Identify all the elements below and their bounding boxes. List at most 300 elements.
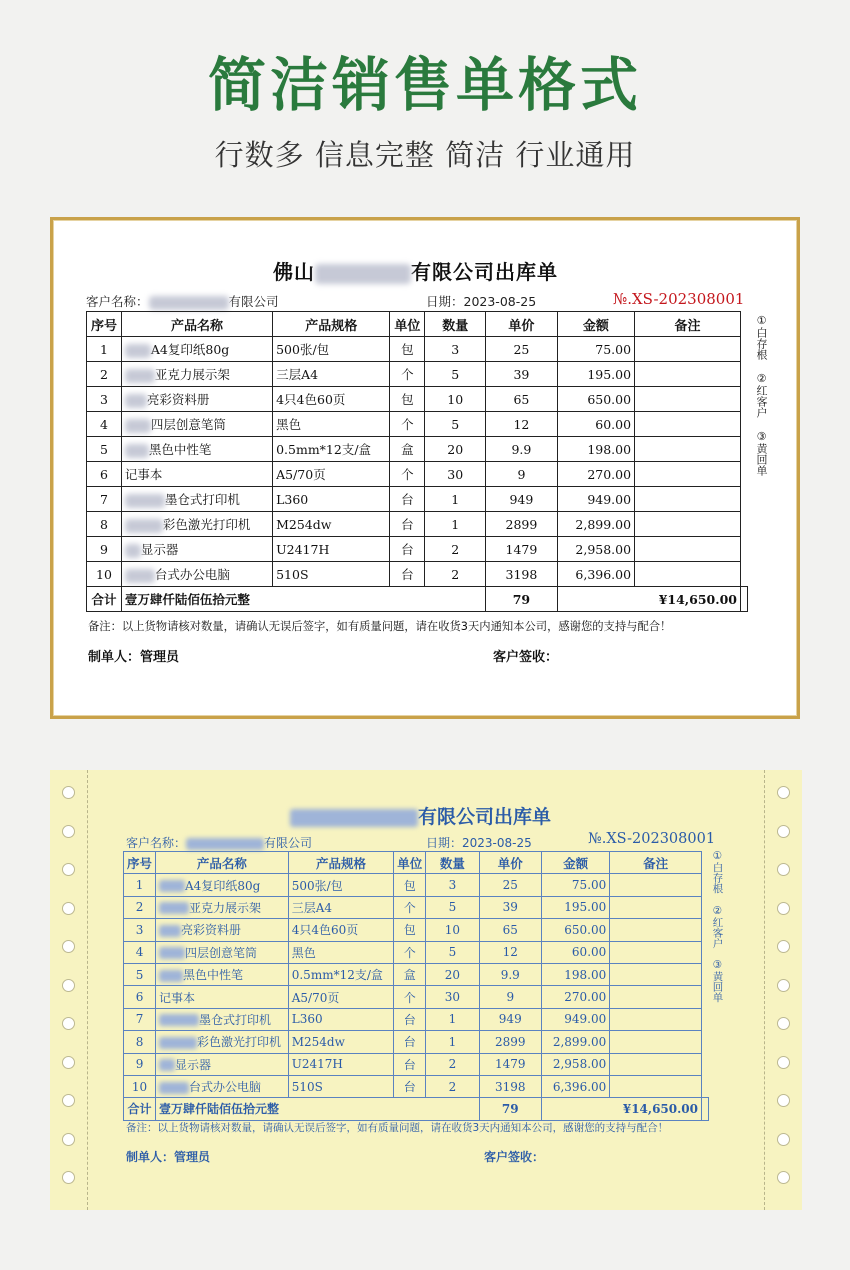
blurred-brand: [159, 1082, 189, 1094]
table-header-row: [124, 852, 709, 874]
total-in-words: 壹万肆仟陆佰伍拾元整: [156, 1098, 480, 1120]
copy-label: ③黄回单: [755, 430, 768, 476]
feed-hole: [777, 1133, 790, 1146]
product-qty: 5: [426, 941, 479, 963]
product-name: [121, 337, 272, 362]
feed-hole: [62, 825, 75, 838]
copy-label: ③黄回单: [711, 959, 724, 1003]
customer-name-line: 客户名称： 有限公司: [86, 294, 279, 309]
feed-hole: [777, 1171, 790, 1184]
product-price: 9.9: [479, 963, 541, 985]
product-qty: 2: [426, 1075, 479, 1097]
product-name: [156, 963, 289, 985]
feed-hole: [62, 863, 75, 876]
product-unit: 包: [394, 919, 426, 941]
copy-labels: [755, 314, 767, 488]
feed-hole: [62, 979, 75, 992]
table-row: [87, 487, 748, 512]
tractor-feed-strip-right: [764, 770, 802, 1210]
product-remark: [635, 387, 741, 412]
copy-label: ①白存根: [755, 314, 768, 360]
product-remark: [635, 337, 741, 362]
product-price: 25: [486, 337, 558, 362]
product-unit: 台: [394, 1075, 426, 1097]
copy-label: ②红客户: [755, 372, 768, 418]
carbon-copy-labels: [711, 850, 723, 1014]
table-row: [87, 387, 748, 412]
carbon-items-table: [123, 851, 709, 1121]
product-name-text: 记事本: [124, 467, 163, 482]
row-number: 5: [87, 437, 122, 462]
product-qty: 10: [426, 919, 479, 941]
product-amount: 195.00: [557, 362, 634, 387]
blurred-customer: [149, 296, 229, 310]
product-amount: 198.00: [541, 963, 609, 985]
row-number: 5: [124, 963, 156, 985]
product-qty: 5: [425, 362, 486, 387]
blurred-company-name: [290, 809, 418, 827]
total-in-words: 壹万肆仟陆佰伍拾元整: [121, 587, 485, 612]
column-header: 数量: [425, 312, 486, 337]
product-amount: 949.00: [557, 487, 634, 512]
row-number: 4: [124, 941, 156, 963]
product-qty: 30: [425, 462, 486, 487]
product-spec: 黑色: [288, 941, 393, 963]
row-number: 8: [124, 1031, 156, 1053]
product-name-text: 亚克力展示架: [154, 367, 230, 382]
total-amount: ¥14,650.00: [541, 1098, 701, 1120]
product-remark: [610, 1008, 702, 1030]
row-number: 3: [87, 387, 122, 412]
sample-form-white: [50, 217, 800, 719]
product-unit: 个: [394, 941, 426, 963]
feed-hole: [777, 825, 790, 838]
product-name: [121, 362, 272, 387]
total-row: [124, 1098, 709, 1120]
table-row: [124, 963, 709, 985]
product-name: [121, 462, 272, 487]
column-header: 序号: [124, 852, 156, 874]
product-amount: 650.00: [557, 387, 634, 412]
total-label: 合计: [87, 587, 122, 612]
product-name-text: 台式办公电脑: [154, 567, 230, 582]
product-remark: [635, 362, 741, 387]
copy-label: ①白存根: [711, 850, 724, 894]
product-spec: M254dw: [273, 512, 390, 537]
table-row: [124, 896, 709, 918]
total-quantity: 79: [486, 587, 558, 612]
column-header: 金额: [557, 312, 634, 337]
column-header: 单位: [390, 312, 425, 337]
product-name-text: 亮彩资料册: [146, 392, 210, 407]
product-spec: 500张/包: [288, 874, 393, 896]
product-unit: 个: [390, 362, 425, 387]
total-quantity: 79: [479, 1098, 541, 1120]
product-price: 3198: [479, 1075, 541, 1097]
product-unit: 盒: [394, 963, 426, 985]
table-row: [87, 437, 748, 462]
product-name-text: 墨仓式打印机: [199, 1012, 272, 1027]
product-remark: [610, 874, 702, 896]
product-spec: A5/70页: [288, 986, 393, 1008]
feed-hole: [777, 979, 790, 992]
column-header: 产品规格: [288, 852, 393, 874]
product-qty: 3: [426, 874, 479, 896]
product-qty: 1: [426, 1031, 479, 1053]
table-header-row: [87, 312, 748, 337]
product-price: 12: [486, 412, 558, 437]
product-name-text: 四层创意笔筒: [150, 417, 226, 432]
row-number: 1: [124, 874, 156, 896]
table-row: [124, 874, 709, 896]
column-header: 金额: [541, 852, 609, 874]
product-qty: 2: [425, 537, 486, 562]
product-name: [156, 1031, 289, 1053]
product-qty: 10: [425, 387, 486, 412]
items-table: [86, 311, 748, 612]
feed-hole: [62, 786, 75, 799]
product-remark: [610, 1075, 702, 1097]
product-price: 2899: [486, 512, 558, 537]
product-price: 949: [486, 487, 558, 512]
product-amount: 949.00: [541, 1008, 609, 1030]
table-row: [124, 1008, 709, 1030]
product-name: [121, 512, 272, 537]
carbon-remark: 备注：以上货物请核对数量，请确认无误后签字，如有质量问题，请在收货3天内通知本公司，感谢您的支持与配合！: [126, 1122, 669, 1134]
product-name: [156, 919, 289, 941]
total-amount: ¥14,650.00: [557, 587, 740, 612]
product-price: 12: [479, 941, 541, 963]
product-unit: 台: [394, 1031, 426, 1053]
product-remark: [635, 437, 741, 462]
product-price: 1479: [486, 537, 558, 562]
product-qty: 1: [425, 512, 486, 537]
product-name: [121, 537, 272, 562]
column-header: 数量: [426, 852, 479, 874]
column-header: 单价: [479, 852, 541, 874]
product-unit: 台: [390, 537, 425, 562]
product-name: [156, 1008, 289, 1030]
feed-hole: [777, 1017, 790, 1030]
product-name: [121, 387, 272, 412]
product-name-text: 台式办公电脑: [189, 1080, 262, 1095]
feed-hole: [777, 940, 790, 953]
row-number: 6: [87, 462, 122, 487]
blurred-company-name: [315, 264, 411, 284]
carbon-maker-label: 制单人：管理员: [126, 1150, 211, 1164]
product-spec: 4只4色60页: [288, 919, 393, 941]
table-row: [124, 919, 709, 941]
blurred-brand: [159, 1059, 175, 1071]
column-header: 产品名称: [121, 312, 272, 337]
blurred-brand: [159, 925, 181, 937]
product-unit: 个: [394, 986, 426, 1008]
product-amount: 6,396.00: [557, 562, 634, 587]
blurred-brand: [125, 519, 163, 533]
product-unit: 个: [394, 896, 426, 918]
column-header: 单位: [394, 852, 426, 874]
blurred-brand: [159, 1014, 199, 1026]
blurred-brand: [125, 444, 149, 458]
feed-hole: [777, 786, 790, 799]
product-name: [121, 412, 272, 437]
carbon-form-number: №.XS-202308001: [588, 831, 716, 847]
product-amount: 60.00: [541, 941, 609, 963]
product-price: 9: [486, 462, 558, 487]
product-spec: 500张/包: [273, 337, 390, 362]
product-spec: 三层A4: [273, 362, 390, 387]
product-spec: L360: [288, 1008, 393, 1030]
carbon-form-title: 有限公司出库单: [290, 802, 551, 829]
feed-hole: [62, 940, 75, 953]
carbon-date: 日期：2023-08-25: [426, 836, 532, 850]
blurred-brand: [125, 544, 141, 558]
product-qty: 1: [425, 487, 486, 512]
blurred-brand: [159, 880, 185, 892]
product-remark: [610, 896, 702, 918]
product-spec: 510S: [288, 1075, 393, 1097]
blurred-brand: [125, 369, 155, 383]
product-unit: 盒: [390, 437, 425, 462]
product-name-text: 彩色激光打印机: [197, 1035, 282, 1050]
row-number: 2: [124, 896, 156, 918]
blurred-brand: [159, 1037, 197, 1049]
column-header: 备注: [610, 852, 702, 874]
row-number: 4: [87, 412, 122, 437]
blurred-brand: [159, 947, 185, 959]
feed-hole: [62, 1056, 75, 1069]
column-header: 产品规格: [273, 312, 390, 337]
product-price: 3198: [486, 562, 558, 587]
product-remark: [635, 537, 741, 562]
column-header: 备注: [635, 312, 741, 337]
row-number: 9: [87, 537, 122, 562]
maker-label: 制单人：管理员: [88, 650, 180, 665]
product-qty: 2: [426, 1053, 479, 1075]
total-remark: [702, 1098, 709, 1120]
product-spec: 0.5mm*12支/盒: [273, 437, 390, 462]
feed-hole: [62, 1171, 75, 1184]
product-qty: 3: [425, 337, 486, 362]
tractor-feed-strip-left: [50, 770, 88, 1210]
product-amount: 195.00: [541, 896, 609, 918]
product-name: [156, 986, 289, 1008]
feed-hole: [777, 863, 790, 876]
blurred-brand: [159, 970, 183, 982]
table-row: [124, 1053, 709, 1075]
product-spec: M254dw: [288, 1031, 393, 1053]
product-spec: U2417H: [288, 1053, 393, 1075]
row-number: 7: [124, 1008, 156, 1030]
product-name-text: 显示器: [175, 1057, 212, 1072]
row-number: 10: [87, 562, 122, 587]
product-name: [156, 874, 289, 896]
feed-hole: [62, 1017, 75, 1030]
product-unit: 包: [390, 337, 425, 362]
column-header: 产品名称: [156, 852, 289, 874]
product-name: [121, 562, 272, 587]
product-spec: L360: [273, 487, 390, 512]
product-amount: 75.00: [541, 874, 609, 896]
product-qty: 5: [426, 896, 479, 918]
product-price: 65: [486, 387, 558, 412]
row-number: 3: [124, 919, 156, 941]
table-row: [87, 562, 748, 587]
product-remark: [610, 986, 702, 1008]
product-remark: [610, 941, 702, 963]
product-amount: 6,396.00: [541, 1075, 609, 1097]
carbon-customer-sign-label: 客户签收：: [484, 1150, 545, 1164]
product-remark: [610, 963, 702, 985]
form-date: 日期：2023-08-25: [426, 294, 537, 309]
column-header: 序号: [87, 312, 122, 337]
feed-hole: [62, 902, 75, 915]
blurred-brand: [125, 569, 155, 583]
product-remark: [635, 462, 741, 487]
blurred-brand: [159, 902, 189, 914]
row-number: 8: [87, 512, 122, 537]
product-spec: 三层A4: [288, 896, 393, 918]
table-row: [124, 986, 709, 1008]
product-name-text: A4复印纸80g: [150, 342, 230, 357]
product-amount: 2,899.00: [557, 512, 634, 537]
product-name-text: 彩色激光打印机: [162, 517, 251, 532]
form-number: №.XS-202308001: [613, 290, 745, 308]
blurred-brand: [125, 419, 151, 433]
carbon-customer-line: 客户名称： 有限公司: [126, 836, 313, 850]
product-unit: 台: [394, 1053, 426, 1075]
column-header: 单价: [486, 312, 558, 337]
product-spec: U2417H: [273, 537, 390, 562]
product-spec: 510S: [273, 562, 390, 587]
total-row: [87, 587, 748, 612]
row-number: 7: [87, 487, 122, 512]
sample-form-carbon: [50, 770, 802, 1210]
product-amount: 270.00: [541, 986, 609, 1008]
product-price: 65: [479, 919, 541, 941]
product-name: [121, 487, 272, 512]
row-number: 1: [87, 337, 122, 362]
product-unit: 台: [390, 487, 425, 512]
product-remark: [635, 512, 741, 537]
product-spec: 0.5mm*12支/盒: [288, 963, 393, 985]
table-row: [124, 1031, 709, 1053]
product-remark: [635, 487, 741, 512]
feed-hole: [777, 1056, 790, 1069]
product-price: 949: [479, 1008, 541, 1030]
product-name-text: 黑色中性笔: [183, 968, 244, 983]
feed-hole: [777, 1094, 790, 1107]
total-label: 合计: [124, 1098, 156, 1120]
product-remark: [610, 919, 702, 941]
row-number: 2: [87, 362, 122, 387]
table-row: [87, 362, 748, 387]
page-headline: 简洁销售单格式: [207, 51, 642, 119]
table-row: [124, 941, 709, 963]
product-price: 39: [486, 362, 558, 387]
feed-hole: [777, 902, 790, 915]
row-number: 10: [124, 1075, 156, 1097]
product-unit: 包: [390, 387, 425, 412]
product-qty: 20: [425, 437, 486, 462]
product-amount: 198.00: [557, 437, 634, 462]
table-row: [87, 462, 748, 487]
product-spec: 4只4色60页: [273, 387, 390, 412]
product-qty: 2: [425, 562, 486, 587]
product-name: [156, 941, 289, 963]
product-unit: 台: [390, 562, 425, 587]
product-name-text: A4复印纸80g: [185, 878, 261, 893]
product-name: [156, 1053, 289, 1075]
form-title: 佛山 有限公司出库单: [273, 260, 558, 284]
product-price: 25: [479, 874, 541, 896]
product-name-text: 墨仓式打印机: [164, 492, 240, 507]
product-remark: [610, 1053, 702, 1075]
product-unit: 个: [390, 412, 425, 437]
product-name-text: 显示器: [140, 542, 179, 557]
product-unit: 台: [390, 512, 425, 537]
product-remark: [635, 562, 741, 587]
page-subtitle: 行数多 信息完整 简洁 行业通用: [214, 138, 636, 172]
table-row: [87, 412, 748, 437]
product-name-text: 亚克力展示架: [189, 900, 262, 915]
product-qty: 20: [426, 963, 479, 985]
product-spec: A5/70页: [273, 462, 390, 487]
product-qty: 5: [425, 412, 486, 437]
product-name-text: 记事本: [159, 990, 196, 1005]
product-remark: [635, 412, 741, 437]
product-name-text: 四层创意笔筒: [185, 945, 258, 960]
product-price: 1479: [479, 1053, 541, 1075]
feed-hole: [62, 1133, 75, 1146]
feed-hole: [62, 1094, 75, 1107]
product-name: [156, 896, 289, 918]
product-unit: 包: [394, 874, 426, 896]
product-price: 39: [479, 896, 541, 918]
customer-sign-label: 客户签收：: [493, 650, 559, 665]
product-amount: 60.00: [557, 412, 634, 437]
product-unit: 台: [394, 1008, 426, 1030]
product-amount: 2,958.00: [557, 537, 634, 562]
copy-label: ②红客户: [711, 904, 724, 948]
row-number: 6: [124, 986, 156, 1008]
product-remark: [610, 1031, 702, 1053]
product-amount: 75.00: [557, 337, 634, 362]
product-qty: 1: [426, 1008, 479, 1030]
product-amount: 270.00: [557, 462, 634, 487]
blurred-brand: [125, 394, 147, 408]
product-name: [156, 1075, 289, 1097]
product-price: 9.9: [486, 437, 558, 462]
product-name-text: 亮彩资料册: [181, 923, 242, 938]
product-name: [121, 437, 272, 462]
row-number: 9: [124, 1053, 156, 1075]
table-row: [87, 512, 748, 537]
blurred-brand: [125, 344, 151, 358]
blurred-brand: [125, 494, 165, 508]
product-unit: 个: [390, 462, 425, 487]
product-price: 2899: [479, 1031, 541, 1053]
product-qty: 30: [426, 986, 479, 1008]
total-remark: [741, 587, 748, 612]
product-name-text: 黑色中性笔: [148, 442, 212, 457]
product-amount: 2,958.00: [541, 1053, 609, 1075]
product-price: 9: [479, 986, 541, 1008]
table-row: [124, 1075, 709, 1097]
product-amount: 2,899.00: [541, 1031, 609, 1053]
product-spec: 黑色: [273, 412, 390, 437]
product-amount: 650.00: [541, 919, 609, 941]
